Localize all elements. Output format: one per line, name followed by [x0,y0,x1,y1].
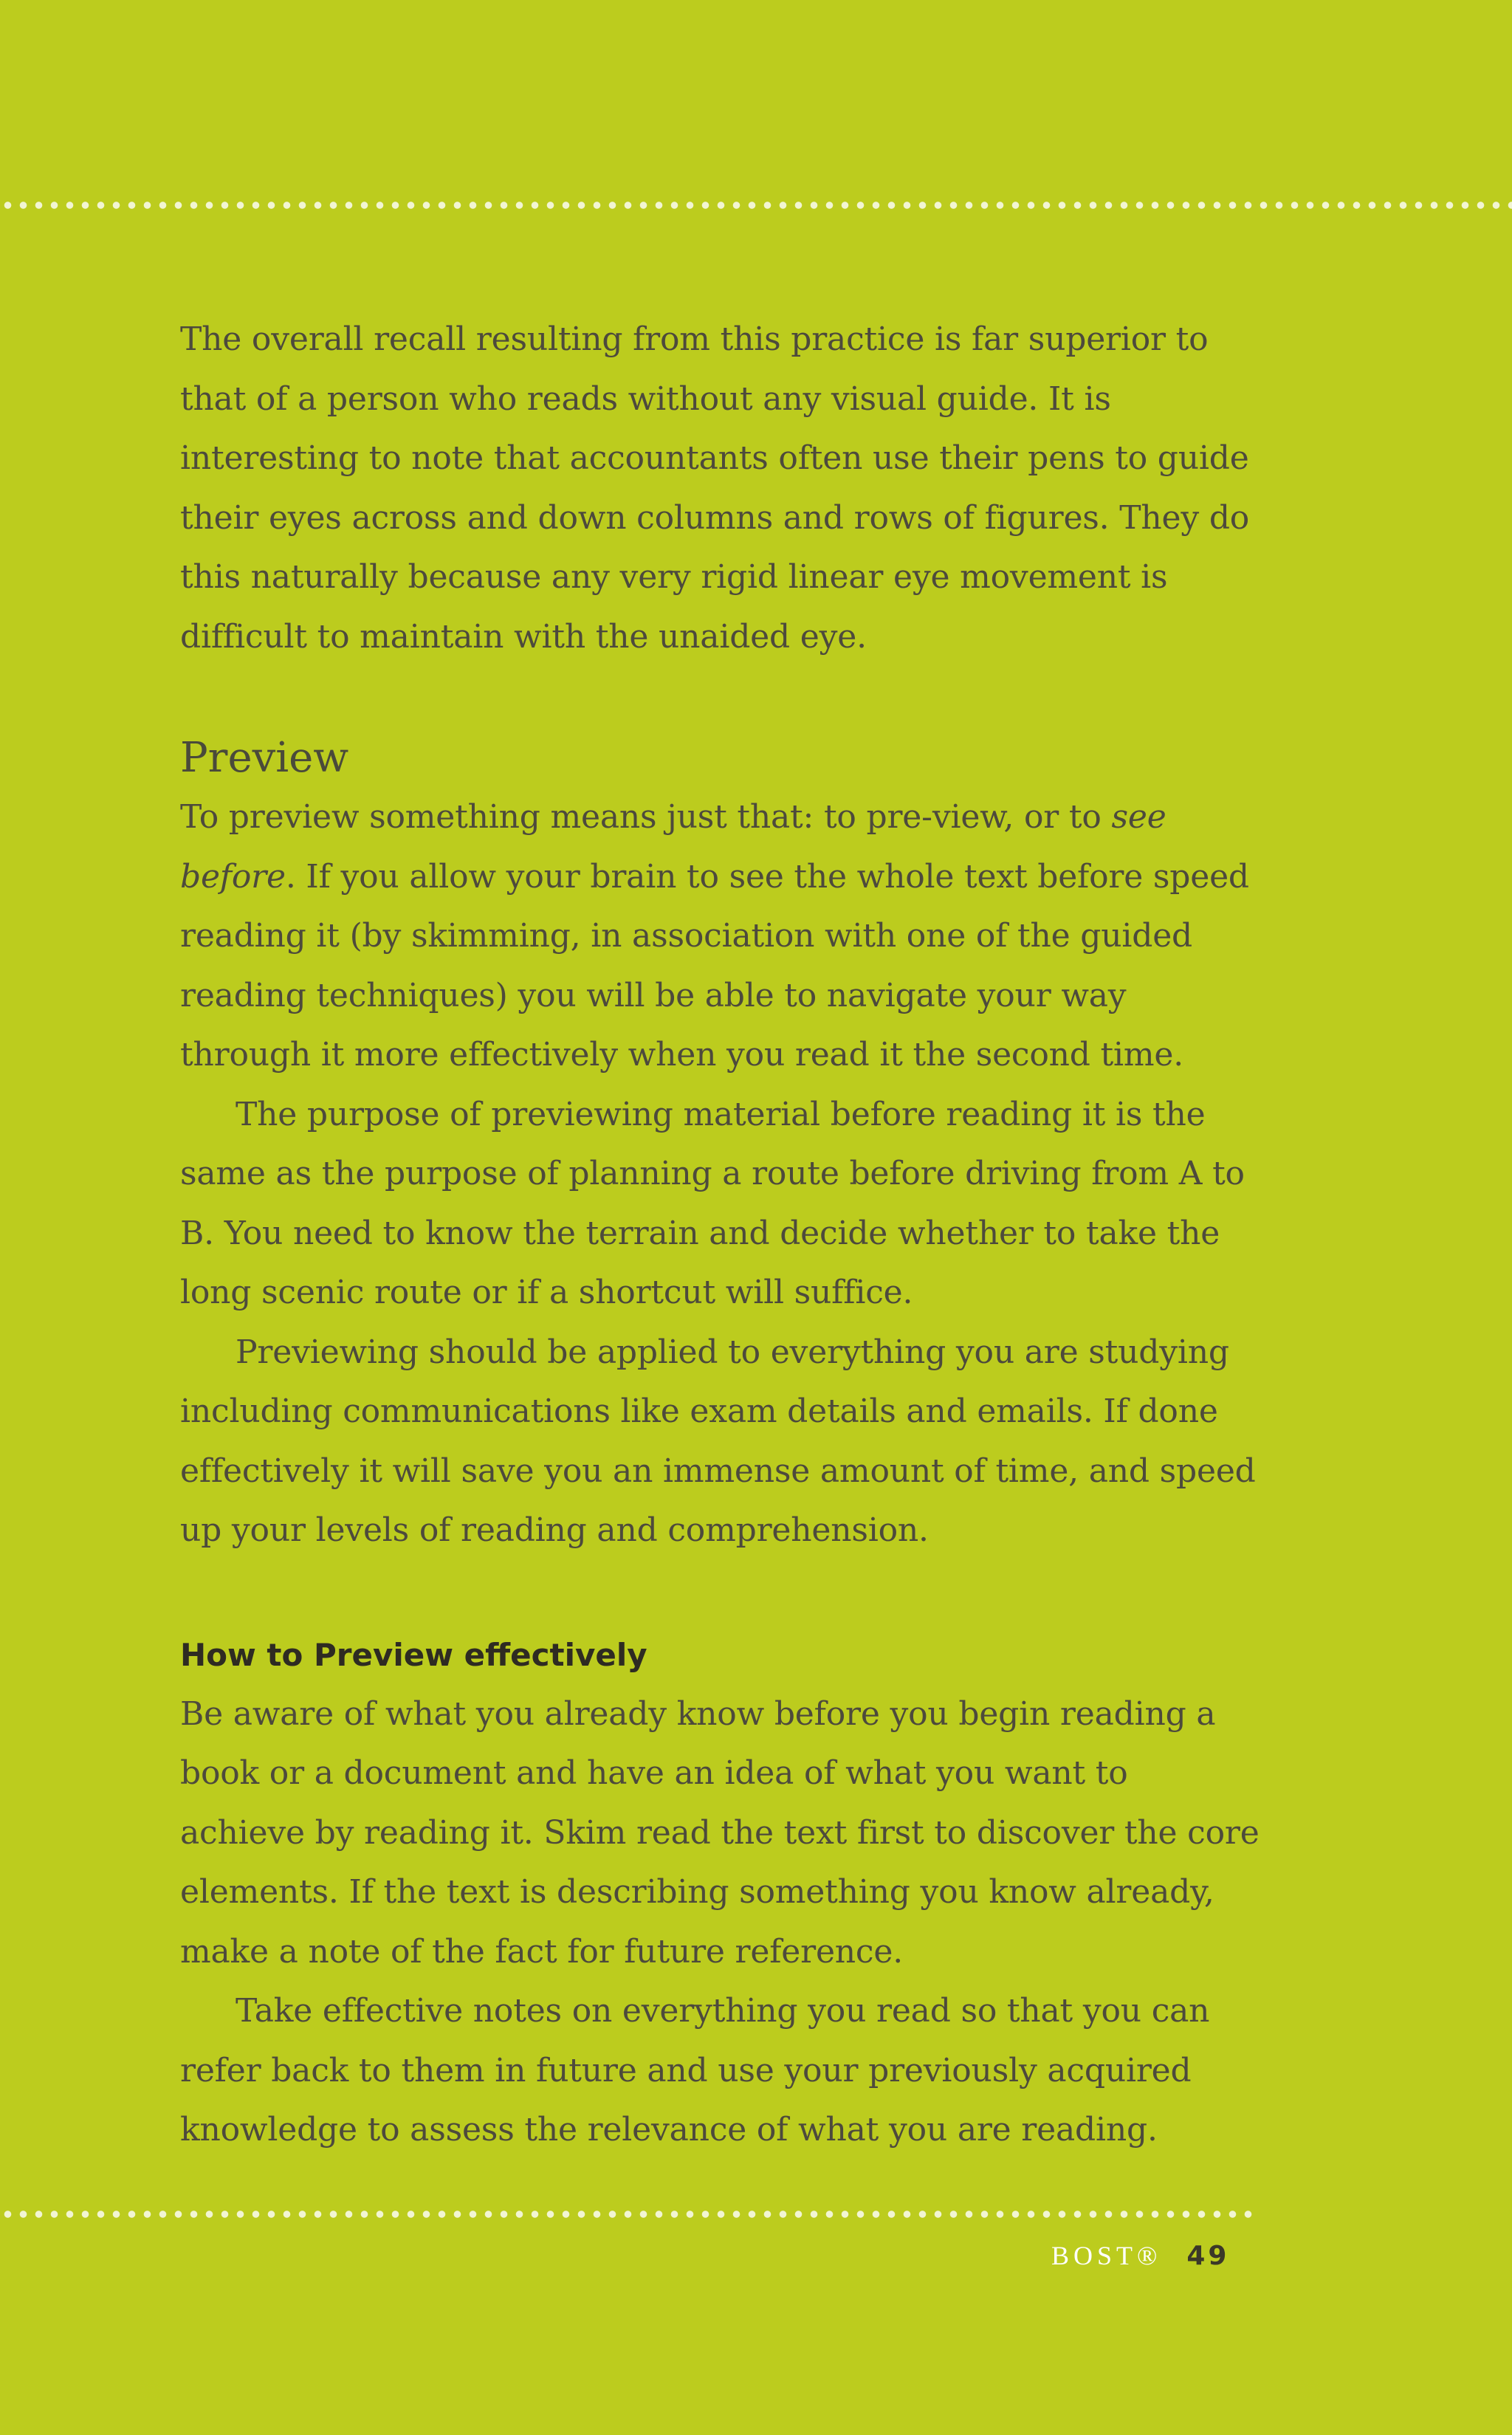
intro-paragraph: The overall recall resulting from this practice is far superior to that of a person who reads without any visual guide. It is interesting to note that accountants often use their pens to guide their eyes across and down columns and rows of figures. They do this naturally because any very rigid linear eye movement is difficult to maintain with the unaided eye. [180,320,1250,656]
preview-paragraph-3: Previewing should be applied to everything you are studying including communications like exam details and emails. If done effectively it will save you an immense amount of time, and speed up your levels of reading and comprehension. [180,1333,1256,1549]
dotted-rule-top [0,200,1512,210]
preview-p1-end: . If you allow your brain to see the whole text before speed reading it (by skimming, in association with one of the guided reading techniques) you will be able to navigate your way through it more effectively when you read it the second time. [180,857,1249,1074]
preview-heading: Preview [180,734,349,782]
running-head: BOST® [1051,2241,1162,2270]
preview-paragraph-2: The purpose of previewing material before reading it is the same as the purpose of planning a route before driving from A to B. You need to know the terrain and decide whether to take the long scenic route or if a shortcut will suffice. [180,1095,1245,1311]
how-to-preview-heading: How to Preview effectively [180,1636,647,1673]
preview-p1-start: To preview something means just that: to pre-view, or to [180,798,1112,836]
dotted-rule-bottom [0,2209,1255,2219]
how-paragraph-1: Be aware of what you already know before you begin reading a book or a document and have an idea of what you want to achieve by reading it. Skim read the text first to discover the core elements. If the text is describing something you know already, make a note of the fact for future reference. [180,1694,1260,1971]
page-footer [1051,2233,1258,2278]
preview-paragraph-1 [180,788,1262,1085]
page-body [180,310,1262,2160]
preview-p1-emphasis: see before [180,798,1166,896]
how-paragraph-2: Take effective notes on everything you read so that you can refer back to them in future and use your previously acquired knowledge to assess the relevance of what you are reading. [180,1992,1210,2149]
page-number: 49 [1186,2240,1230,2271]
